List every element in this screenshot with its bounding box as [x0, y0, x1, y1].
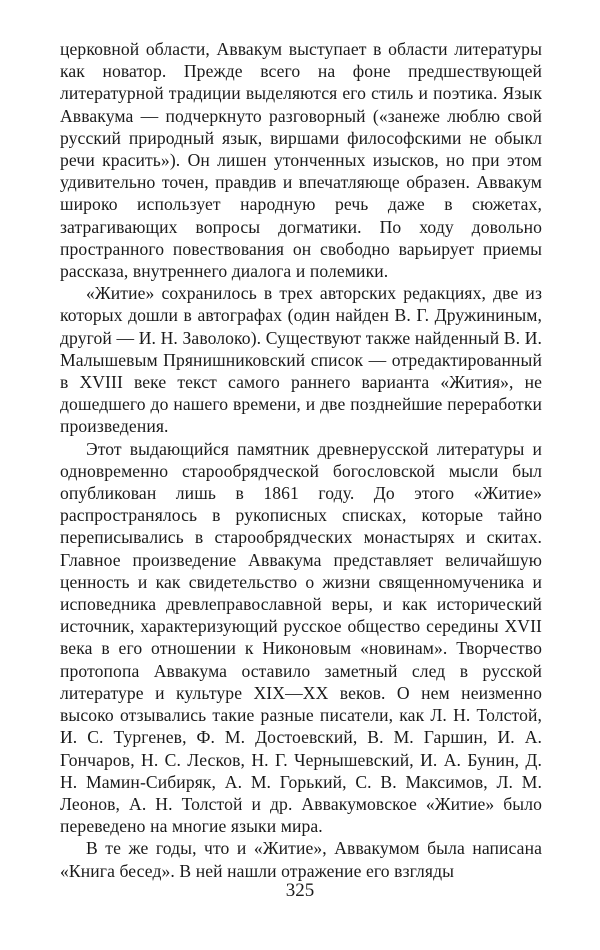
paragraph-monument-significance: Этот выдающийся памятник древнерусской литературы и одновременно старообрядческой богословской мысли был опубликован лишь в 1861 году. До этого «Житие» распространялось в рукописных списках, которые тайно переписывались в старообрядческих монастырях и скитах. Главное произведение Аввакума представляет величайшую ценность и как свидетельство о жизни священномученика и исповедника древлеправославной веры, и как исторический источник, характеризующий русское общество середины XVII века в его отношении к Никоновым «новинам». Творчество протопопа Аввакума оставило заметный след в русской литературе и культуре XIX—XX веков. О нем неизменно высоко отзывались такие разные писатели, как Л. Н. Толстой, И. С. Тургенев, Ф. М. Достоевский, В. М. Гаршин, И. А. Гончаров, Н. С. Лесков, Н. Г. Чернышевский, И. А. Бунин, Д. Н. Мамин-Сибиряк, А. М. Горький, С. В. Максимов, Л. М. Леонов, А. Н. Толстой и др. Аввакумовское «Житие» было переведено на многие языки мира. — [60, 438, 542, 837]
paragraph-book-of-conversations: В те же годы, что и «Житие», Аввакумом была написана «Книга бесед». В ней нашли отражение его взгляды — [60, 838, 542, 881]
page-text-block — [60, 38, 542, 882]
page-number: 325 — [285, 880, 315, 901]
paragraph-continued: церковной области, Аввакум выступает в области литературы как новатор. Прежде всего на фоне предшествующей литературной традиции выделяются его стиль и поэтика. Язык Аввакума — подчеркнуто разговорный («занеже люблю свой русский природный язык, виршами философскими не обыкл речи красить»). Он лишен утонченных изысков, но при этом удивительно точен, правдив и впечатляюще образен. Аввакум широко использует народную речь даже в сюжетах, затрагивающих вопросы догматики. По ходу довольно пространного повествования он свободно варьирует приемы рассказа, внутреннего диалога и полемики. — [60, 39, 542, 282]
paragraph-zhitie-redactions: «Житие» сохранилось в трех авторских редакциях, две из которых дошли в автографах (один найден В. Г. Дружининым, другой — И. Н. Заволоко). Существуют также найденный В. И. Малышевым Прянишниковский список — отредактированный в XVIII веке текст самого раннего варианта «Жития», не дошедшего до нашего времени, и две позднейшие переработки произведения. — [60, 283, 542, 437]
